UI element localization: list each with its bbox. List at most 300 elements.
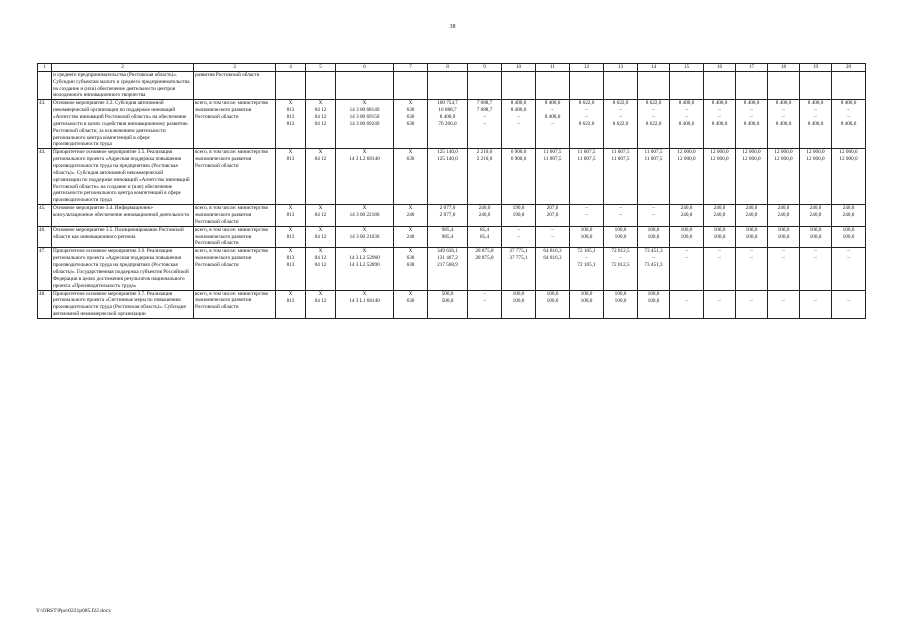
value-line: – bbox=[685, 114, 688, 121]
value-line: 76 266,0 bbox=[438, 121, 457, 128]
value-cell bbox=[832, 71, 866, 99]
value-cell bbox=[428, 226, 468, 248]
value-cell bbox=[768, 205, 800, 227]
value-line: 100 754,7 bbox=[437, 100, 458, 107]
value-line: – bbox=[483, 297, 486, 304]
value-line: 72 105,1 bbox=[577, 248, 596, 255]
value-line: 240,0 bbox=[809, 205, 822, 212]
value-line: 11 007,5 bbox=[543, 149, 562, 156]
column-header: 4 bbox=[276, 64, 306, 72]
value-line: X bbox=[288, 149, 293, 156]
value-cell bbox=[502, 100, 536, 149]
value-line: 100,0 bbox=[647, 226, 660, 233]
value-line: 72 105,1 bbox=[577, 262, 596, 269]
value-line: 8 400,0 bbox=[711, 100, 728, 107]
value-line: 85,4 bbox=[479, 233, 490, 240]
value-cell bbox=[670, 226, 704, 248]
value-line: 100,0 bbox=[745, 233, 758, 240]
value-cell bbox=[638, 226, 670, 248]
value-line: 11 007,5 bbox=[577, 149, 596, 156]
value-line: – bbox=[517, 233, 520, 240]
activity-name: Приоритетное основное мероприятие 3.7. Реализация регионального проекта «Системные меры по повышению производительности труда (Ростовская область)». Субсидия автономной некоммерческой организации bbox=[52, 290, 194, 318]
value-cell bbox=[306, 100, 336, 149]
value-line: 100,0 bbox=[512, 290, 525, 297]
value-line bbox=[469, 262, 500, 269]
value-line: 04 12 bbox=[314, 255, 327, 262]
value-line: 8 400,0 bbox=[840, 121, 857, 128]
value-line: 8 622,0 bbox=[612, 100, 629, 107]
value-line bbox=[503, 262, 534, 269]
value-cell bbox=[736, 100, 768, 149]
value-line: 8 400,0 bbox=[807, 100, 824, 107]
value-line: – bbox=[585, 205, 588, 212]
value-line: – bbox=[517, 114, 520, 121]
value-cell bbox=[276, 71, 306, 99]
value-line: 100,0 bbox=[647, 233, 660, 240]
value-cell bbox=[768, 100, 800, 149]
value-line: 64 816,3 bbox=[543, 248, 562, 255]
value-line: – bbox=[814, 248, 817, 255]
value-cell bbox=[306, 290, 336, 318]
value-line: 12 000,0 bbox=[806, 149, 825, 156]
value-line: 72 012,5 bbox=[611, 248, 630, 255]
value-line: 85,4 bbox=[479, 226, 490, 233]
value-line: 100,0 bbox=[713, 233, 726, 240]
value-cell bbox=[536, 71, 570, 99]
value-line: 04 12 bbox=[314, 156, 327, 163]
value-cell bbox=[704, 71, 736, 99]
value-line: – bbox=[718, 114, 721, 121]
value-line: – bbox=[718, 107, 721, 114]
value-line: – bbox=[847, 255, 850, 262]
value-line: 12 000,0 bbox=[742, 156, 761, 163]
value-line: 04 12 bbox=[314, 233, 327, 240]
value-line: 500,0 bbox=[441, 297, 454, 304]
value-cell bbox=[800, 100, 832, 149]
value-line: 630 bbox=[406, 107, 415, 114]
value-line: 240,0 bbox=[713, 205, 726, 212]
value-line bbox=[671, 291, 702, 298]
value-cell bbox=[570, 71, 604, 99]
value-line: 11 007,5 bbox=[644, 156, 663, 163]
value-line: X bbox=[362, 100, 367, 107]
value-cell bbox=[736, 290, 768, 318]
value-line bbox=[705, 291, 734, 298]
value-line: 14 3 00 69240 bbox=[349, 121, 380, 128]
value-line: 100,0 bbox=[842, 233, 855, 240]
column-header: 20 bbox=[832, 64, 866, 72]
column-header: 10 bbox=[502, 64, 536, 72]
value-cell bbox=[670, 71, 704, 99]
value-line: 14 3 L2 52890 bbox=[349, 262, 380, 269]
value-cell bbox=[468, 226, 502, 248]
table-row bbox=[38, 290, 866, 318]
value-line: 240 bbox=[406, 212, 415, 219]
value-line: – bbox=[750, 114, 753, 121]
value-cell bbox=[736, 71, 768, 99]
value-line: – bbox=[750, 255, 753, 262]
value-line: 240,0 bbox=[842, 205, 855, 212]
value-line: X bbox=[408, 100, 413, 107]
value-line: – bbox=[782, 248, 785, 255]
value-line: 100,0 bbox=[512, 297, 525, 304]
value-line: 8 622,0 bbox=[578, 121, 595, 128]
column-header: 11 bbox=[536, 64, 570, 72]
value-line: – bbox=[652, 205, 655, 212]
value-line: – bbox=[750, 248, 753, 255]
value-line: 8 400,0 bbox=[840, 100, 857, 107]
activity-name: Приоритетное основное мероприятие 3.6. Реализация регионального проекта «Адресная поддержка повышения производительности труда на предприятиях (Ростовская область)». Государственная поддержка субъектов Российской Федерации в целях достижения результатов национального проекта «Производительность труда» bbox=[52, 248, 194, 290]
value-cell bbox=[394, 205, 428, 227]
value-cell bbox=[604, 149, 638, 205]
value-line: 04 12 bbox=[314, 114, 327, 121]
value-cell bbox=[604, 248, 638, 290]
value-cell bbox=[832, 290, 866, 318]
value-cell bbox=[502, 205, 536, 227]
column-header: 9 bbox=[468, 64, 502, 72]
value-line: 6 900,0 bbox=[510, 156, 527, 163]
value-cell bbox=[638, 100, 670, 149]
value-cell bbox=[276, 226, 306, 248]
value-cell bbox=[570, 100, 604, 149]
value-line: X bbox=[408, 205, 413, 212]
value-line: 240,0 bbox=[745, 212, 758, 219]
value-line: 240 bbox=[406, 233, 415, 240]
value-line: 8 400,0 bbox=[678, 121, 695, 128]
value-cell bbox=[570, 149, 604, 205]
value-line: 14 3 L1 68140 bbox=[349, 297, 380, 304]
value-line: 630 bbox=[406, 262, 415, 269]
table-row bbox=[38, 149, 866, 205]
value-line: – bbox=[782, 114, 785, 121]
value-line: 12 000,0 bbox=[839, 149, 858, 156]
page-number: 38 bbox=[449, 24, 456, 30]
row-number: 46. bbox=[38, 226, 52, 248]
value-cell bbox=[670, 248, 704, 290]
value-cell bbox=[306, 71, 336, 99]
value-cell bbox=[468, 100, 502, 149]
value-line: 14 3 00 22180 bbox=[349, 212, 380, 219]
value-line: 12 000,0 bbox=[710, 149, 729, 156]
value-line: 8 400,0 bbox=[775, 100, 792, 107]
value-line: – bbox=[619, 255, 622, 262]
value-line: 73 451,3 bbox=[644, 262, 663, 269]
value-line: 207,0 bbox=[546, 212, 559, 219]
value-line: X bbox=[288, 100, 293, 107]
value-cell bbox=[604, 205, 638, 227]
value-line bbox=[801, 291, 830, 298]
value-cell bbox=[638, 248, 670, 290]
value-line: 100,0 bbox=[842, 226, 855, 233]
value-line: 11 007,5 bbox=[611, 156, 630, 163]
value-cell bbox=[768, 71, 800, 99]
value-line: 14 3 00 69150 bbox=[349, 114, 380, 121]
value-line: 11 007,5 bbox=[644, 149, 663, 156]
value-line: 7 688,7 bbox=[476, 100, 493, 107]
value-line: – bbox=[585, 255, 588, 262]
budget-table bbox=[37, 63, 866, 319]
value-line: 240,0 bbox=[680, 205, 693, 212]
value-cell bbox=[670, 149, 704, 205]
value-line: 630 bbox=[406, 121, 415, 128]
value-line: 100,0 bbox=[777, 233, 790, 240]
value-line: 630 bbox=[406, 156, 415, 163]
value-cell bbox=[536, 226, 570, 248]
value-line: – bbox=[517, 226, 520, 233]
value-cell bbox=[570, 226, 604, 248]
value-line: 8 400,0 bbox=[743, 100, 760, 107]
row-number: 44. bbox=[38, 149, 52, 205]
value-line: 7 688,7 bbox=[476, 107, 493, 114]
value-line bbox=[537, 262, 568, 269]
value-line: 813 bbox=[286, 156, 295, 163]
value-line: 12 000,0 bbox=[677, 149, 696, 156]
value-line: 813 bbox=[286, 114, 295, 121]
value-line: 8 622,0 bbox=[612, 121, 629, 128]
value-line: 630 bbox=[406, 255, 415, 262]
value-line: 190,0 bbox=[512, 205, 525, 212]
value-line: 2 210,0 bbox=[476, 156, 493, 163]
value-line: 240,0 bbox=[478, 212, 491, 219]
activity-name: Приоритетное основное мероприятие 3.5. Реализация регионального проекта «Адресная поддержка повышения производительности труда на предприятиях (Ростовская область)». Субсидия автономной некоммерческой организации по поддержке инноваций «Агентство инноваций Ростовской области» на создание и (или) обеспечение деятельности регионального центра компетенций в сфере производительности труда bbox=[52, 149, 194, 205]
value-line: X bbox=[288, 205, 293, 212]
value-line: 8 400,0 bbox=[807, 121, 824, 128]
value-cell bbox=[276, 100, 306, 149]
column-header: 1 bbox=[38, 64, 52, 72]
value-line bbox=[769, 262, 798, 269]
value-line: 8 622,0 bbox=[578, 100, 595, 107]
responsible-executor: всего, в том числе: министерство экономического развития Ростовской области bbox=[194, 205, 276, 227]
value-line: – bbox=[551, 107, 554, 114]
responsible-executor: всего, в том числе: министерство экономического развития Ростовской области bbox=[194, 248, 276, 290]
value-line: 8 400,0 bbox=[510, 100, 527, 107]
value-line: 349 636,1 bbox=[437, 248, 458, 255]
value-line: 100,0 bbox=[580, 297, 593, 304]
value-line: 16 088,7 bbox=[438, 107, 457, 114]
value-line: X bbox=[408, 149, 413, 156]
value-cell bbox=[502, 248, 536, 290]
value-cell bbox=[336, 248, 394, 290]
value-line bbox=[671, 262, 702, 269]
value-line: 2 077,0 bbox=[439, 205, 456, 212]
value-line: X bbox=[318, 248, 323, 255]
value-line: – bbox=[847, 297, 850, 304]
row-number bbox=[38, 71, 52, 99]
value-line: 240,0 bbox=[777, 205, 790, 212]
value-cell bbox=[604, 100, 638, 149]
table-row bbox=[38, 71, 866, 99]
value-cell bbox=[670, 290, 704, 318]
value-cell bbox=[394, 248, 428, 290]
value-line: 813 bbox=[286, 121, 295, 128]
value-line: 207,0 bbox=[546, 205, 559, 212]
value-cell bbox=[604, 226, 638, 248]
column-header: 2 bbox=[52, 64, 194, 72]
value-cell bbox=[832, 248, 866, 290]
value-line: 813 bbox=[286, 255, 295, 262]
value-line: 04 12 bbox=[314, 212, 327, 219]
value-line: 240,0 bbox=[777, 212, 790, 219]
value-cell bbox=[536, 290, 570, 318]
value-cell bbox=[670, 100, 704, 149]
value-line: 8 400,0 bbox=[544, 114, 561, 121]
value-cell bbox=[468, 248, 502, 290]
value-line: X bbox=[318, 290, 323, 297]
table-row bbox=[38, 100, 866, 149]
value-line: 2 210,0 bbox=[476, 149, 493, 156]
value-cell bbox=[832, 205, 866, 227]
value-line: 8 622,0 bbox=[645, 100, 662, 107]
value-cell bbox=[428, 205, 468, 227]
value-cell bbox=[306, 248, 336, 290]
value-cell bbox=[336, 226, 394, 248]
value-line: 72 012,5 bbox=[611, 262, 630, 269]
value-line: 6 900,0 bbox=[510, 149, 527, 156]
value-line: 100,0 bbox=[680, 226, 693, 233]
value-line: 985,4 bbox=[441, 226, 454, 233]
value-line: 100,0 bbox=[614, 226, 627, 233]
value-cell bbox=[428, 71, 468, 99]
value-line: 100,0 bbox=[713, 226, 726, 233]
value-cell bbox=[536, 149, 570, 205]
row-number: 45. bbox=[38, 205, 52, 227]
header-row bbox=[38, 64, 866, 72]
value-line: X bbox=[362, 149, 367, 156]
value-line: X bbox=[288, 290, 293, 297]
value-line: – bbox=[718, 248, 721, 255]
column-header: 8 bbox=[428, 64, 468, 72]
value-line: 100,0 bbox=[647, 297, 660, 304]
value-cell bbox=[276, 149, 306, 205]
value-line: 100,0 bbox=[647, 290, 660, 297]
value-line: X bbox=[408, 226, 413, 233]
value-cell bbox=[336, 290, 394, 318]
value-cell bbox=[536, 248, 570, 290]
value-cell bbox=[604, 290, 638, 318]
value-line: – bbox=[585, 212, 588, 219]
value-cell bbox=[670, 205, 704, 227]
value-line: 240,0 bbox=[680, 212, 693, 219]
value-line: X bbox=[318, 226, 323, 233]
value-cell bbox=[428, 149, 468, 205]
value-line bbox=[737, 291, 766, 298]
value-line: 8 400,0 bbox=[775, 121, 792, 128]
value-line: 813 bbox=[286, 262, 295, 269]
value-cell bbox=[336, 205, 394, 227]
value-line: 28 875,8 bbox=[475, 248, 494, 255]
value-line: 12 000,0 bbox=[774, 156, 793, 163]
value-line: 240,0 bbox=[713, 212, 726, 219]
value-line: – bbox=[619, 212, 622, 219]
value-line: 8 400,0 bbox=[439, 114, 456, 121]
value-cell bbox=[306, 205, 336, 227]
responsible-executor: всего, в том числе: министерство экономического развития Ростовской области bbox=[194, 226, 276, 248]
responsible-executor: всего, в том числе: министерство экономического развития Ростовской области bbox=[194, 149, 276, 205]
value-line: 630 bbox=[406, 297, 415, 304]
value-cell bbox=[832, 226, 866, 248]
value-cell bbox=[638, 290, 670, 318]
column-header: 12 bbox=[570, 64, 604, 72]
value-cell bbox=[468, 71, 502, 99]
value-line: 985,4 bbox=[441, 233, 454, 240]
value-line: – bbox=[685, 107, 688, 114]
value-cell bbox=[800, 226, 832, 248]
value-line: 04 12 bbox=[314, 297, 327, 304]
value-line: 100,0 bbox=[614, 233, 627, 240]
table-row bbox=[38, 226, 866, 248]
value-line: 630 bbox=[406, 114, 415, 121]
value-cell bbox=[570, 205, 604, 227]
value-cell bbox=[800, 205, 832, 227]
value-cell bbox=[832, 100, 866, 149]
value-line: – bbox=[847, 107, 850, 114]
activity-name: Основное мероприятие 3.3. Субсидия автономной некоммерческой организации по поддержке инноваций «Агентство инноваций Ростовской области» на обеспечение деятельности в целях содействия инновационному развитию Ростовской области, за исключением деятельности регионального центра компетенций в сфере производительности труда bbox=[52, 100, 194, 149]
value-cell bbox=[800, 149, 832, 205]
value-cell bbox=[768, 248, 800, 290]
value-line: 12 000,0 bbox=[839, 156, 858, 163]
value-cell bbox=[468, 149, 502, 205]
column-header: 18 bbox=[768, 64, 800, 72]
value-line: – bbox=[652, 114, 655, 121]
responsible-executor: всего, в том числе: министерство экономического развития Ростовской области bbox=[194, 290, 276, 318]
value-line: X bbox=[288, 248, 293, 255]
value-cell bbox=[428, 290, 468, 318]
table-body bbox=[38, 71, 866, 318]
value-line: 8 622,0 bbox=[645, 121, 662, 128]
value-line: 240,0 bbox=[478, 205, 491, 212]
value-line: X bbox=[408, 290, 413, 297]
value-line: 04 12 bbox=[314, 107, 327, 114]
value-line: 28 875,8 bbox=[475, 255, 494, 262]
value-line: – bbox=[782, 255, 785, 262]
value-cell bbox=[570, 248, 604, 290]
value-line: – bbox=[585, 107, 588, 114]
value-cell bbox=[704, 205, 736, 227]
value-line: 11 007,5 bbox=[543, 156, 562, 163]
value-line: 8 400,0 bbox=[544, 100, 561, 107]
activity-name: и среднего предпринимательства (Ростовская область)». Субсидии субъектам малого и среднего предпринимательства на создание и (или) обеспечение деятельности центров молодежного инновационного творчества bbox=[52, 71, 194, 99]
value-cell bbox=[704, 290, 736, 318]
value-line: 12 000,0 bbox=[806, 156, 825, 163]
value-line: – bbox=[483, 114, 486, 121]
value-line: 813 bbox=[286, 297, 295, 304]
value-line: – bbox=[652, 212, 655, 219]
value-line: 100,0 bbox=[745, 226, 758, 233]
value-cell bbox=[736, 226, 768, 248]
value-line: 11 007,5 bbox=[577, 156, 596, 163]
table-row bbox=[38, 205, 866, 227]
value-line: 37 775,1 bbox=[509, 255, 528, 262]
responsible-executor: всего, в том числе: министерство экономического развития Ростовской области bbox=[194, 100, 276, 149]
value-line: X bbox=[362, 205, 367, 212]
value-line: 100,0 bbox=[614, 290, 627, 297]
value-cell bbox=[704, 100, 736, 149]
value-line: – bbox=[619, 107, 622, 114]
value-line: 813 bbox=[286, 212, 295, 219]
value-line: 240,0 bbox=[809, 212, 822, 219]
value-line: – bbox=[619, 205, 622, 212]
value-line: X bbox=[362, 226, 367, 233]
value-line: – bbox=[685, 255, 688, 262]
value-line: 217 568,9 bbox=[437, 262, 458, 269]
table-header bbox=[38, 64, 866, 72]
value-line bbox=[737, 262, 766, 269]
value-cell bbox=[394, 226, 428, 248]
value-cell bbox=[604, 71, 638, 99]
value-line: – bbox=[619, 114, 622, 121]
value-cell bbox=[502, 226, 536, 248]
footer-file-path: Y:\ORST\Ppo\0221p085.f22.docx bbox=[36, 608, 111, 614]
